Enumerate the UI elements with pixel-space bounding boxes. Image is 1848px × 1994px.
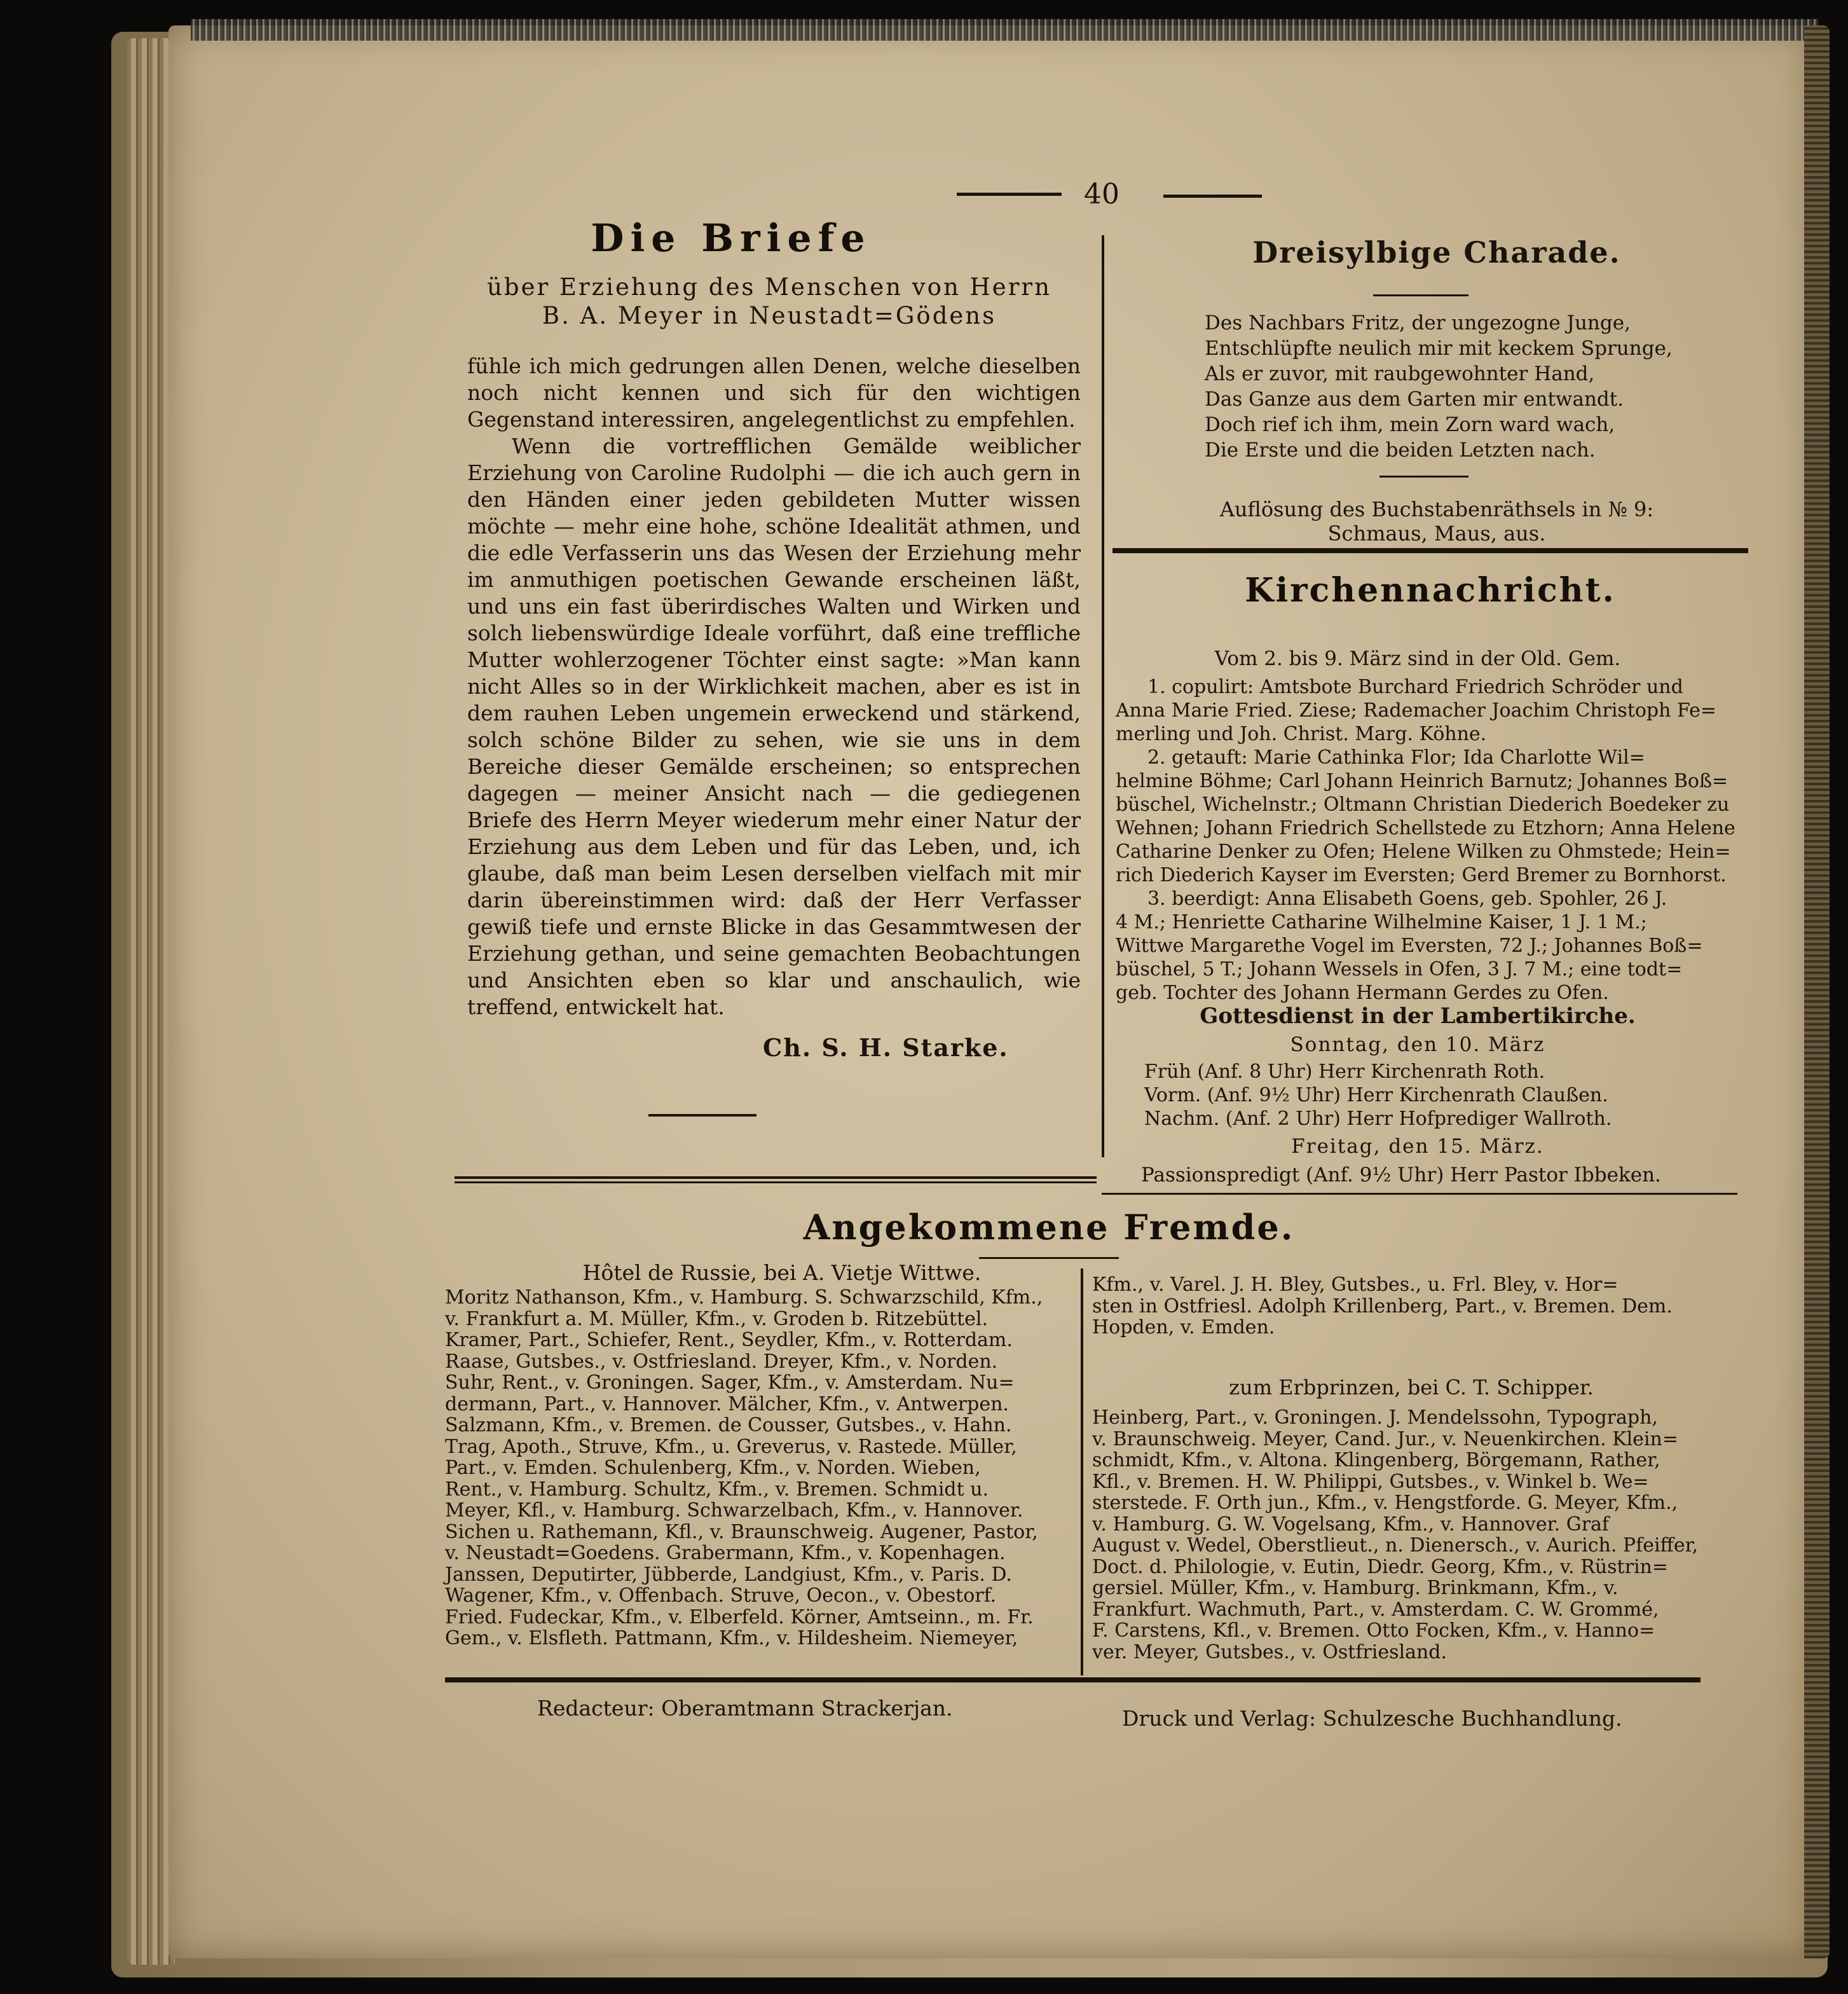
article-paragraph-2: Wenn die vortrefflichen Gemälde weiblicher Erziehung von Caroline Rudolphi — die ich auch gern in den Händen einer jeden gebildeten Mutter wissen möchte — mehr eine hohe, schöne Idealität athmen, und die edle Verfasserin uns das Wesen der Erziehung mehr im anmuthigen poetischen Gewande erscheinen läßt, und uns ein fast überirdisches Walten und Wirken und solch liebenswürdige Ideale vorführt, daß eine treffliche Mutter wohlerzogener Töchter einst sagte: »Man kann nicht Alles so in der Wirklichkeit machen, aber es ist in dem rauhen Leben ungemein erweckend und stärkend, solch schöne Bilder zu sehen, wie sie uns in dem Bereiche dieser Gemälde erscheinen; so entsprechen dagegen — meiner Ansicht nach — die gediegenen Briefe des Herrn Meyer wiederum mehr einer Natur der Erziehung aus dem Leben und für das Leben, und, ich glaube, daß man beim Lesen derselben vielfach mit mir darin übereinstimmen wird: daß der Herr Verfasser gewiß tiefe und ernste Blicke in das Gesammtwesen der Erziehung gethan, und seine gemachten Beobachtungen und Ansichten eben so klar und anschaulich, wie treffend, entwickelt hat. [467,434,1081,1019]
hotel-2-heading: zum Erbprinzen, bei C. T. Schipper. [1229,1375,1594,1399]
publisher-line: Druck und Verlag: Schulzesche Buchhandlung. [1122,1706,1622,1731]
article-subtitle-2: B. A. Meyer in Neustadt=Gödens [542,302,997,329]
column-divider-upper [1102,235,1104,1157]
stranger-line: gersiel. Müller, Kfm., v. Hamburg. Brinkmann, Kfm., v. [1092,1577,1619,1599]
stranger-line: Kramer, Part., Schiefer, Rent., Seydler, Kfm., v. Rotterdam. [445,1329,1013,1351]
stranger-line: Moritz Nathanson, Kfm., v. Hamburg. S. Schwarzschild, Kfm., [445,1286,1043,1309]
charade-poem [1205,310,1713,463]
article-signature: Ch. S. H. Starke. [763,1033,1009,1062]
hotel-1-list [445,1287,1068,1649]
article-body [467,353,1081,1021]
church-line: 2. getauft: Marie Cathinka Flor; Ida Charlotte Wil= [1147,746,1645,769]
section-rule-strangers-right [1102,1193,1737,1195]
stranger-line: Doct. d. Philologie, v. Eutin, Diedr. Georg, Kfm., v. Rüstrin= [1092,1555,1668,1578]
hotel-1-heading: Hôtel de Russie, bei A. Vietje Wittwe. [582,1260,982,1285]
charade-title-rule [1373,294,1468,296]
church-line: Wehnen; Johann Friedrich Schellstede zu Etzhorn; Anna Helene [1116,817,1735,839]
church-list [1116,675,1735,1005]
stranger-line: Kfl., v. Bremen. H. W. Philippi, Gutsbes., v. Winkel b. We= [1092,1470,1649,1493]
sunday-service-item: Vorm. (Anf. 9½ Uhr) Herr Kirchenrath Claußen. [1144,1084,1608,1106]
stranger-line: v. Frankfurt a. M. Müller, Kfm., v. Groden b. Ritzebüttel. [445,1307,989,1330]
stranger-line: Meyer, Kfl., v. Hamburg. Schwarzelbach, Kfm., v. Hannover. [445,1499,1023,1522]
solution-line-1: Auflösung des Buchstabenräthsels in № 9: [1219,497,1654,521]
stranger-line: Suhr, Rent., v. Groningen. Sager, Kfm., v. Amsterdam. Nu= [445,1372,1015,1394]
footer-rule [445,1677,1701,1682]
editor-line: Redacteur: Oberamtmann Strackerjan. [537,1696,953,1721]
church-title: Kirchennachricht. [1245,571,1616,610]
charade-rule [1379,476,1468,478]
stranger-line: Raase, Gutsbes., v. Ostfriesland. Dreyer, Kfm., v. Norden. [445,1350,998,1373]
strangers-title-rule [979,1257,1119,1259]
sunday-service-item: Nachm. (Anf. 2 Uhr) Herr Hofprediger Wallroth. [1144,1108,1612,1130]
stranger-line: Trag, Apoth., Struve, Kfm., u. Greverus, v. Rastede. Müller, [445,1435,1017,1458]
church-line: büschel, 5 T.; Johann Wessels in Ofen, 3 J. 7 M.; eine todt= [1116,958,1683,980]
poem-line: Des Nachbars Fritz, der ungezogne Junge, [1205,312,1631,334]
header-rule-right [1163,195,1262,198]
stranger-line: Salzmann, Kfm., v. Bremen. de Cousser, Gutsbes., v. Hahn. [445,1414,1012,1436]
section-rule-strangers-top-2 [455,1181,1097,1183]
friday-service-item: Passionspredigt (Anf. 9½ Uhr) Herr Pastor Ibbeken. [1141,1164,1661,1186]
stranger-line: Sichen u. Rathemann, Kfl., v. Braunschweig. Augener, Pastor, [445,1520,1038,1543]
page-number: 40 [1084,178,1119,210]
stranger-line: Heinberg, Part., v. Groningen. J. Mendelssohn, Typograph, [1092,1406,1658,1429]
stranger-line: dermann, Part., v. Hannover. Mälcher, Kfm., v. Antwerpen. [445,1392,1009,1415]
poem-line: Entschlüpfte neulich mir mit keckem Sprunge, [1205,337,1673,360]
friday-heading: Freitag, den 15. März. [1291,1135,1544,1158]
article-subtitle-1: über Erziehung des Menschen von Herrn [487,273,1051,301]
church-line: helmine Böhme; Carl Johann Heinrich Barnutz; Johannes Boß= [1116,770,1728,792]
church-line: merling und Joh. Christ. Marg. Köhne. [1116,723,1487,745]
strangers-title: Angekommene Fremde. [803,1207,1295,1248]
church-line: Catharine Denker zu Ofen; Helene Wilken zu Ohmstede; Hein= [1116,841,1731,863]
charade-title: Dreisylbige Charade. [1252,235,1621,270]
top-binding-edge [191,19,1818,41]
stranger-line: Frankfurt. Wachmuth, Part., v. Amsterdam. C. W. Grommé, [1092,1598,1659,1621]
page-edge-stack [127,38,175,1965]
stranger-line: ver. Meyer, Gutsbes., v. Ostfriesland. [1092,1640,1448,1663]
sunday-services [1144,1060,1716,1131]
church-line: 4 M.; Henriette Catharine Wilhelmine Kaiser, 1 J. 1 M.; [1116,911,1647,933]
church-line: Anna Marie Fried. Ziese; Rademacher Joachim Christoph Fe= [1116,699,1717,722]
church-line: Wittwe Margarethe Vogel im Eversten, 72 J.; Johannes Boß= [1116,935,1703,957]
article-paragraph-1: fühle ich mich gedrungen allen Denen, welche dieselben noch nicht kennen und sich für den wichtigen Gegenstand interessiren, angelegentlichst zu empfehlen. [467,354,1081,432]
church-line: büschel, Wichelnstr.; Oltmann Christian Diederich Boedeker zu [1116,794,1730,816]
poem-line: Doch rief ich ihm, mein Zorn ward wach, [1205,413,1615,436]
article-title: Die Briefe [591,216,872,261]
solution-line-2: Schmaus, Maus, aus. [1327,521,1546,546]
stranger-line: v. Hamburg. G. W. Vogelsang, Kfm., v. Hannover. Graf [1092,1513,1610,1536]
section-rule-strangers-top [455,1176,1097,1179]
church-line: rich Diederich Kayser im Eversten; Gerd Bremer zu Bornhorst. [1116,864,1727,886]
stranger-line: Hopden, v. Emden. [1092,1316,1275,1338]
church-line: 1. copulirt: Amtsbote Burchard Friedrich Schröder und [1147,676,1683,698]
section-rule-church [1112,548,1748,553]
stranger-line: Part., v. Emden. Schulenberg, Kfm., v. Norden. Wieben, [445,1457,981,1479]
article-end-rule [648,1114,756,1117]
poem-line: Die Erste und die beiden Letzten nach. [1205,439,1596,462]
stranger-line: sterstede. F. Orth jun., Kfm., v. Hengstforde. G. Meyer, Kfm., [1092,1492,1678,1514]
poem-line: Das Ganze aus dem Garten mir entwandt. [1205,388,1624,411]
service-title: Gottesdienst in der Lambertikirche. [1200,1003,1636,1029]
stranger-line: F. Carstens, Kfl., v. Bremen. Otto Focken, Kfm., v. Hanno= [1092,1619,1655,1642]
poem-line: Als er zuvor, mit raubgewohnter Hand, [1205,362,1595,385]
hotel-1-continued [1092,1274,1728,1338]
stranger-line: Janssen, Deputirter, Jübberde, Landgiust, Kfm., v. Paris. D. [445,1563,1012,1586]
stranger-line: v. Neustadt=Goedens. Grabermann, Kfm., v. Kopenhagen. [445,1542,1006,1564]
sunday-heading: Sonntag, den 10. März [1290,1033,1545,1056]
stranger-line: sten in Ostfriesl. Adolph Krillenberg, Part., v. Bremen. Dem. [1092,1295,1673,1317]
stranger-line: Kfm., v. Varel. J. H. Bley, Gutsbes., u. Frl. Bley, v. Hor= [1092,1274,1619,1296]
column-divider-lower [1081,1269,1083,1675]
stranger-line: schmidt, Kfm., v. Altona. Klingenberg, Börgemann, Rather, [1092,1449,1660,1471]
stranger-line: August v. Wedel, Oberstlieut., n. Dienersch., v. Aurich. Pfeiffer, [1092,1534,1699,1557]
hotel-2-list [1092,1407,1728,1663]
sunday-service-item: Früh (Anf. 8 Uhr) Herr Kirchenrath Roth. [1144,1061,1545,1083]
stranger-line: v. Braunschweig. Meyer, Cand. Jur., v. Neuenkirchen. Klein= [1092,1427,1678,1450]
stranger-line: Fried. Fudeckar, Kfm., v. Elberfeld. Körner, Amtseinn., m. Fr. [445,1606,1034,1628]
church-line: 3. beerdigt: Anna Elisabeth Goens, geb. Spohler, 26 J. [1147,888,1667,910]
church-intro: Vom 2. bis 9. März sind in der Old. Gem. [1214,647,1621,670]
header-rule-left [957,193,1062,196]
church-line: geb. Tochter des Johann Hermann Gerdes zu Ofen. [1116,982,1609,1004]
stranger-line: Wagener, Kfm., v. Offenbach. Struve, Oecon., v. Obestorf. [445,1585,997,1607]
stranger-line: Rent., v. Hamburg. Schultz, Kfm., v. Bremen. Schmidt u. [445,1478,989,1501]
right-page-edge [1804,25,1830,1958]
stranger-line: Gem., v. Elsfleth. Pattmann, Kfm., v. Hildesheim. Niemeyer, [445,1627,1018,1649]
